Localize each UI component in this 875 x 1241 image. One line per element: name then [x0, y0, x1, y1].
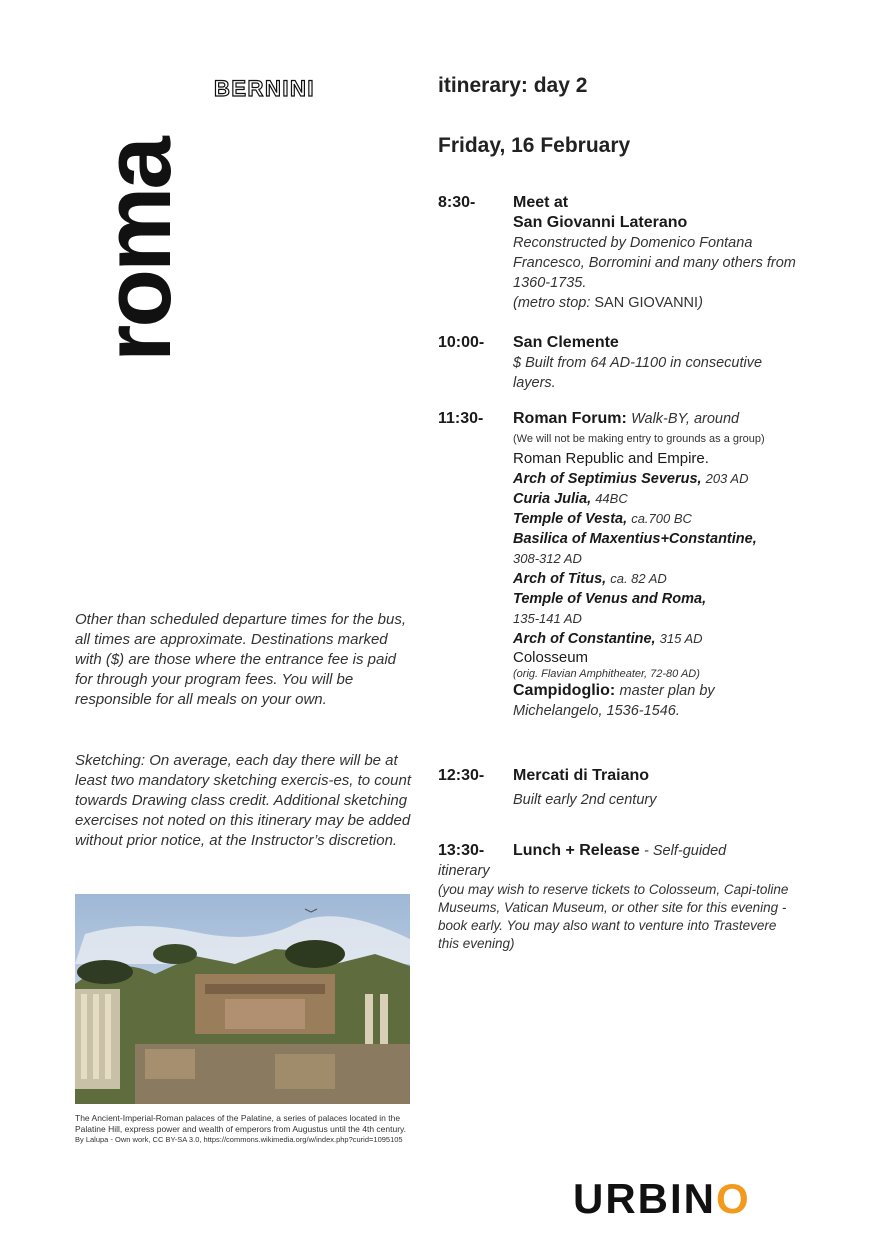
site-item: Arch of Constantine, 315 AD	[513, 631, 703, 647]
entry-description: (you may wish to reserve tickets to Colosseum, Capi-toline Museums, Vatican Museum, or other site for this evening - book early. You may also want to venture into Trastevere this evening)	[438, 882, 789, 951]
entry-description: Reconstructed by Domenico Fontana Francesco, Borromini and many others from 1360-1735.	[513, 235, 796, 291]
site-item: Temple of Vesta, ca.700 BC	[513, 511, 692, 527]
logo-accent: O	[716, 1175, 751, 1222]
course-title: BERNINI	[214, 76, 315, 101]
vertical-title: roma	[84, 139, 191, 362]
urbino-logo: URBINO	[573, 1175, 751, 1222]
sketching-paragraph: Sketching: On average, each day there will be at least two mandatory sketching exercis-es, to count towards Drawing class credit. Additional sketching exercises not noted on this itinerary may be added without prior notice, at the Instructor’s discretion.	[75, 752, 411, 849]
metro-note: (metro stop: SAN GIOVANNI)	[513, 295, 703, 311]
photo-caption	[75, 1113, 415, 1145]
entry-time: 11:30-	[438, 410, 484, 427]
site-item: Basilica of Maxentius+Constantine, 308-312 AD	[513, 531, 757, 566]
entry-place: Roman Forum:	[513, 410, 627, 427]
notes-paragraph: Other than scheduled departure times for the bus, all times are approximate. Destinations marked with ($) are those where the entrance fee is paid for through your program fees. You will be responsible for all meals on your own.	[75, 611, 407, 708]
entry-subtitle: Roman Republic and Empire.	[513, 450, 709, 467]
entry-small-note: (We will not be making entry to grounds as a group)	[513, 433, 765, 445]
entry-place: San Giovanni Laterano	[513, 214, 688, 231]
site-item: Arch of Titus, ca. 82 AD	[513, 571, 667, 587]
entry-place-note: - Self-guided itinerary	[438, 843, 727, 879]
colosseum: Colosseum	[513, 649, 589, 666]
campidoglio-description: master plan by Michelangelo, 1536-1546.	[513, 683, 715, 719]
entry-meet: Meet at	[513, 194, 569, 211]
itinerary-heading: itinerary: day 2	[438, 74, 588, 97]
site-item: Curia Julia, 44BC	[513, 491, 628, 507]
palatine-photo	[75, 894, 410, 1104]
caption-credit: By Lalupa - Own work, CC BY-SA 3.0, https://commons.wikimedia.org/w/index.php?curid=1095105	[75, 1135, 403, 1144]
entry-description: Built early 2nd century	[513, 792, 657, 808]
entry-time: 13:30-	[438, 842, 485, 859]
site-item: Arch of Septimius Severus, 203 AD	[513, 471, 749, 487]
entry-place: San Clemente	[513, 334, 619, 351]
site-item: Temple of Venus and Roma, 135-141 AD	[513, 591, 707, 626]
campidoglio: Campidoglio:	[513, 682, 616, 699]
entry-place-note: Walk-BY, around	[631, 411, 740, 427]
date-heading: Friday, 16 February	[438, 134, 631, 157]
entry-time: 10:00-	[438, 334, 485, 351]
caption-text: The Ancient-Imperial-Roman palaces of the Palatine, a series of palaces located in the Palatine Hill, express power and wealth of emperors from Augustus until the 4th century.	[75, 1113, 407, 1134]
entry-place: Lunch + Release	[513, 842, 640, 859]
entry-description: $ Built from 64 AD-1100 in consecutive layers.	[513, 355, 763, 391]
metro-stop: SAN GIOVANNI	[594, 295, 699, 311]
entry-time: 8:30-	[438, 194, 476, 211]
entry-place: Mercati di Traiano	[513, 767, 650, 784]
colosseum-note: (orig. Flavian Amphitheater, 72-80 AD)	[513, 668, 700, 680]
entry-time: 12:30-	[438, 767, 485, 784]
